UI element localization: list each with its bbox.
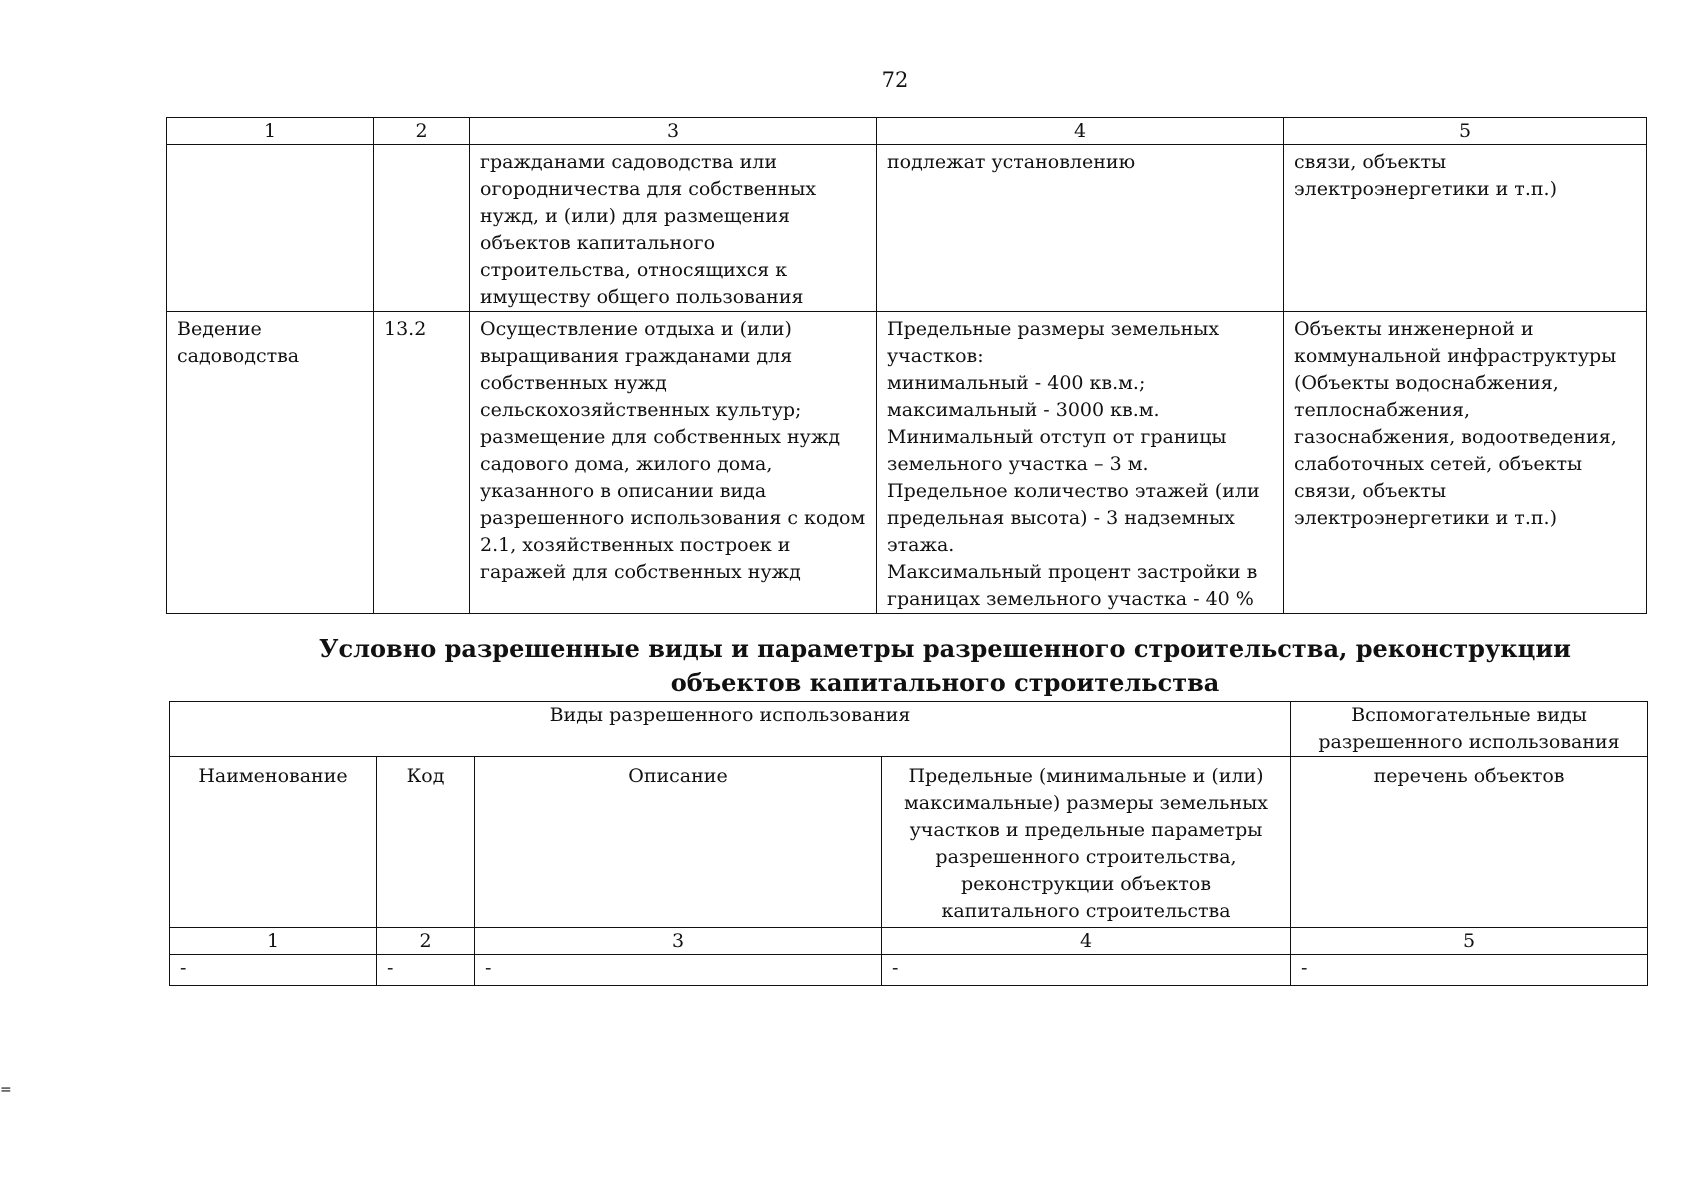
use-code-cell: - [377, 955, 475, 986]
use-code-cell: 13.2 [374, 312, 470, 614]
use-name-cell: Ведение садоводства [167, 312, 374, 614]
column-number: 4 [882, 928, 1291, 955]
use-code-cell [374, 145, 470, 312]
column-number: 5 [1284, 118, 1647, 145]
table-row [167, 312, 1647, 614]
column-number: 4 [877, 118, 1284, 145]
use-description-cell: Осуществление отдыха и (или) выращивания гражданами для собственных нужд сельскохозяйственных культур; размещение для собственных нужд садового дома, жилого дома, указанного в описании вида разрешенного использования с кодом 2.1, хозяйственных построек и гаражей для собственных нужд [470, 312, 877, 614]
use-parameters-cell: - [882, 955, 1291, 986]
permitted-uses-group-header: Виды разрешенного использования [170, 702, 1291, 757]
margin-mark: = [0, 1082, 12, 1098]
auxiliary-objects-cell: - [1291, 955, 1648, 986]
column-number-row [170, 928, 1648, 955]
table-row [167, 145, 1647, 312]
use-name-cell: - [170, 955, 377, 986]
group-header-row [170, 702, 1648, 757]
column-number-row [167, 118, 1647, 145]
table-row [170, 955, 1648, 986]
auxiliary-objects-cell: Объекты инженерной и коммунальной инфраструктуры (Объекты водоснабжения, теплоснабжения, газоснабжения, водоотведения, слаботочных сетей, объекты связи, объекты электроэнергетики и т.п.) [1284, 312, 1647, 614]
section-title: Условно разрешенные виды и параметры разрешенного строительства, реконструкции объектов капитального строительства [319, 634, 1571, 697]
column-number: 5 [1291, 928, 1648, 955]
column-header-parameters: Предельные (минимальные и (или) максимальные) размеры земельных участков и предельные параметры разрешенного строительства, реконструкции объектов капитального строительства [882, 757, 1291, 928]
column-number: 3 [475, 928, 882, 955]
use-description-cell: гражданами садоводства или огородничества для собственных нужд, и (или) для размещения объектов капитального строительства, относящихся к имуществу общего пользования [470, 145, 877, 312]
page-number: 72 [881, 68, 909, 92]
column-number: 1 [170, 928, 377, 955]
column-number: 3 [470, 118, 877, 145]
use-name-cell [167, 145, 374, 312]
column-header-objects: перечень объектов [1291, 757, 1648, 928]
column-number: 2 [377, 928, 475, 955]
permitted-uses-table [166, 117, 1647, 614]
use-parameters-cell: Предельные размеры земельных участков: минимальный - 400 кв.м.; максимальный - 3000 кв.м. Минимальный отступ от границы земельного участка – 3 м. Предельное количество этажей (или предельная высота) - 3 надземных этажа. Максимальный процент застройки в границах земельного участка - 40 % [877, 312, 1284, 614]
use-parameters-cell: подлежат установлению [877, 145, 1284, 312]
auxiliary-objects-cell: связи, объекты электроэнергетики и т.п.) [1284, 145, 1647, 312]
column-number: 2 [374, 118, 470, 145]
column-header-row [170, 757, 1648, 928]
column-header-code: Код [377, 757, 475, 928]
column-header-name: Наименование [170, 757, 377, 928]
auxiliary-uses-header: Вспомогательные виды разрешенного использования [1291, 702, 1648, 757]
column-header-description: Описание [475, 757, 882, 928]
conditional-uses-table [169, 701, 1648, 986]
column-number: 1 [167, 118, 374, 145]
use-description-cell: - [475, 955, 882, 986]
